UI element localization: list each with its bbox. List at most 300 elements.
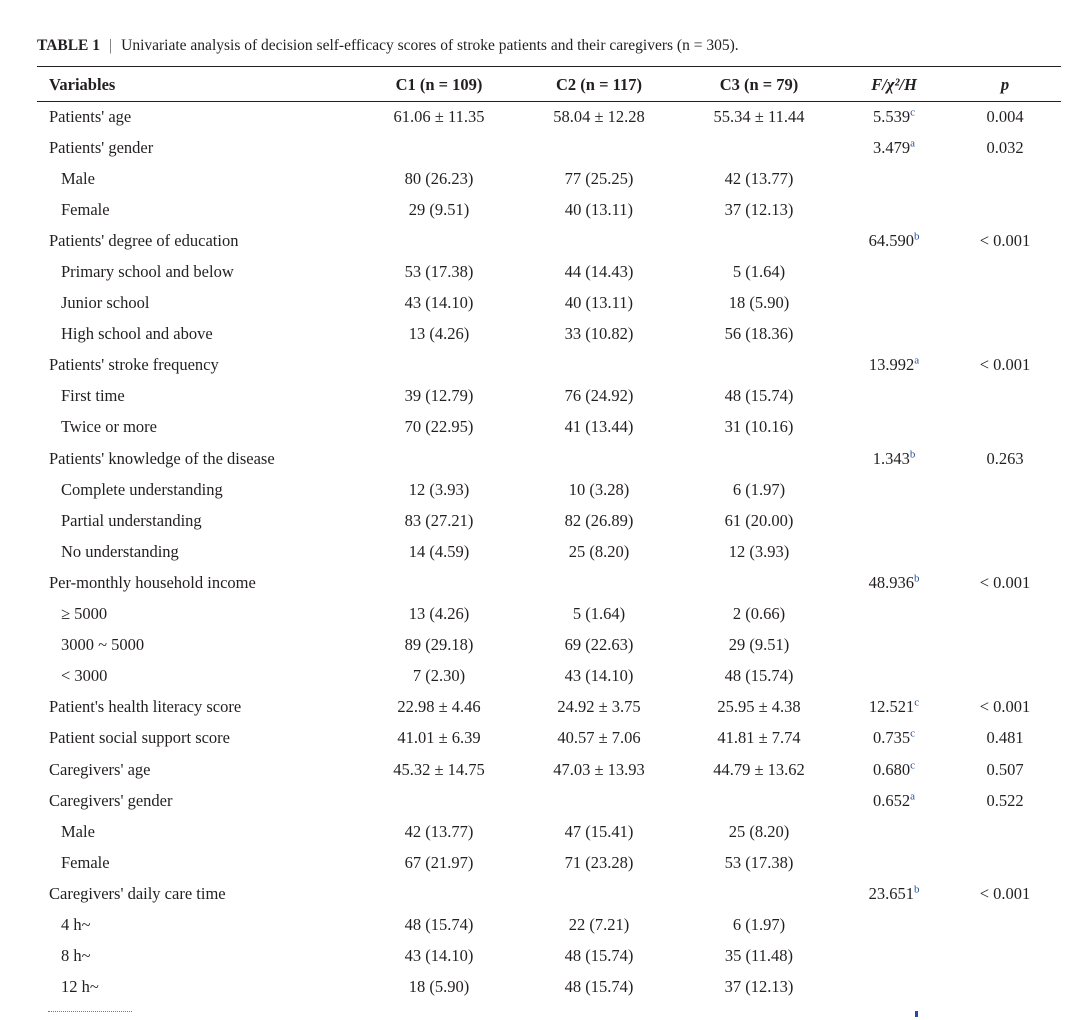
cell-c1-text: 43 (14.10) [404,946,474,966]
cell-c1 [359,536,519,567]
cell-p [949,909,1061,940]
cell-variable [37,630,359,661]
cell-c3 [679,474,839,505]
table-row [37,878,1061,909]
cell-statistic [839,972,949,1003]
cell-c3 [679,599,839,630]
cell-statistic [839,692,949,723]
cell-statistic [839,816,949,847]
cell-c2-text: 58.04 ± 12.28 [553,106,645,126]
cell-c3 [679,878,839,909]
cell-c1-text: 18 (5.90) [408,977,470,997]
cell-c1 [359,847,519,878]
cell-c3-text: 31 (10.16) [724,417,794,437]
cell-p [949,785,1061,816]
cell-c1 [359,381,519,412]
cell-c1 [359,661,519,692]
cell-c1 [359,630,519,661]
cell-p [949,754,1061,785]
cell-c1-text: 13 (4.26) [408,324,470,344]
cell-statistic-text: 64.590 [868,230,914,250]
cell-c3-text: 5 (1.64) [732,262,786,282]
cell-c3-text: 48 (15.74) [724,386,794,406]
cell-c2 [519,754,679,785]
cell-c1-text: 43 (14.10) [404,293,474,313]
cell-variable-text: Per-monthly household income [49,572,256,592]
cell-c3 [679,350,839,381]
cell-p-text: 0.507 [986,759,1024,779]
header-c3: C3 (n = 79) [719,75,799,94]
table-subrow [37,381,1061,412]
cell-statistic [839,754,949,785]
cell-variable-text: Female [61,199,110,219]
cell-c2-text: 82 (26.89) [564,510,634,530]
cell-c2 [519,319,679,350]
cell-c3 [679,319,839,350]
cell-c2 [519,816,679,847]
cell-variable [37,412,359,443]
cell-c3-text: 6 (1.97) [732,914,786,934]
cell-variable [37,443,359,474]
table-subrow [37,941,1061,972]
table-body [37,101,1061,1003]
cell-c2 [519,536,679,567]
cell-c3 [679,132,839,163]
cell-c1 [359,412,519,443]
cell-c1 [359,288,519,319]
cell-p [949,381,1061,412]
cell-p [949,319,1061,350]
table-subrow [37,630,1061,661]
cell-c2 [519,599,679,630]
cell-c3 [679,723,839,754]
cell-c2 [519,723,679,754]
cell-c3-text: 61 (20.00) [724,510,794,530]
cell-statistic [839,101,949,132]
cell-statistic [839,132,949,163]
cell-c3 [679,381,839,412]
cell-c1 [359,350,519,381]
cell-p [949,225,1061,256]
cell-statistic-text: 1.343 [872,448,910,468]
cell-statistic [839,443,949,474]
cell-c1 [359,599,519,630]
cell-variable-text: Female [61,852,110,872]
test-type-superscript: a [910,790,915,803]
cell-variable [37,505,359,536]
cell-c3 [679,505,839,536]
cell-c1 [359,101,519,132]
cell-c1 [359,505,519,536]
cell-c2 [519,785,679,816]
cut-off-row-fragment [48,1011,132,1020]
cell-p [949,972,1061,1003]
cell-c3 [679,412,839,443]
cell-variable-text: Caregivers' gender [49,790,173,810]
cell-variable [37,381,359,412]
cell-c2 [519,878,679,909]
cell-variable-text: No understanding [61,541,179,561]
cell-c3-text: 44.79 ± 13.62 [713,759,805,779]
cell-p-text: 0.032 [986,137,1024,157]
test-type-superscript: c [910,727,915,740]
cell-variable [37,536,359,567]
cell-p-text: 0.522 [986,790,1024,810]
cell-statistic-text: 0.735 [872,728,911,748]
cell-c2 [519,909,679,940]
table-subrow [37,163,1061,194]
cell-c2-text: 25 (8.20) [568,541,630,561]
cell-p [949,350,1061,381]
cell-c1-text: 41.01 ± 6.39 [397,728,481,748]
cell-c2-text: 5 (1.64) [572,604,626,624]
cell-c2-text: 40.57 ± 7.06 [557,728,641,748]
table-row [37,443,1061,474]
cell-p [949,661,1061,692]
cell-p-text: < 0.001 [979,572,1031,592]
cell-p [949,505,1061,536]
table-subrow [37,909,1061,940]
cell-c1 [359,754,519,785]
univariate-analysis-table [37,69,1061,1003]
cell-variable-text: Caregivers' age [49,759,151,779]
cell-variable [37,941,359,972]
table-row [37,350,1061,381]
cell-p-text: < 0.001 [979,697,1031,717]
table-subrow [37,474,1061,505]
cell-c1-text: 14 (4.59) [408,541,470,561]
cell-c3-text: 41.81 ± 7.74 [717,728,801,748]
cell-p [949,536,1061,567]
cell-c1 [359,567,519,598]
cell-c1-text: 67 (21.97) [404,852,474,872]
cell-variable-text: Patients' stroke frequency [49,355,219,375]
cell-c2 [519,692,679,723]
cell-variable [37,225,359,256]
cell-c1 [359,194,519,225]
cell-c3-text: 25 (8.20) [728,821,790,841]
table-row [37,754,1061,785]
table-subrow [37,816,1061,847]
table-subrow [37,599,1061,630]
cell-statistic [839,256,949,287]
cell-c3 [679,972,839,1003]
test-type-superscript: c [914,696,920,709]
cell-p [949,474,1061,505]
cell-p [949,194,1061,225]
table-row [37,723,1061,754]
cell-c3 [679,194,839,225]
cell-c1-text: 22.98 ± 4.46 [397,697,481,717]
cell-variable-text: Partial understanding [61,510,202,530]
cell-c2-text: 71 (23.28) [564,852,634,872]
cell-statistic [839,319,949,350]
cell-c1-text: 80 (26.23) [404,168,474,188]
header-c1: C1 (n = 109) [395,75,483,94]
header-statistic: F/χ²/H [871,75,917,94]
cell-c2 [519,941,679,972]
cell-variable [37,661,359,692]
table-row [37,785,1061,816]
cell-c1-text: 89 (29.18) [404,635,474,655]
test-type-superscript: b [909,448,916,461]
cell-c3-text: 12 (3.93) [728,541,790,561]
cell-c3-text: 55.34 ± 11.44 [713,106,805,126]
cell-variable [37,972,359,1003]
cell-p-text: 0.263 [986,448,1024,468]
cell-c2 [519,474,679,505]
cell-variable-text: Male [61,168,95,188]
cell-statistic [839,785,949,816]
cell-statistic [839,381,949,412]
cell-variable [37,567,359,598]
cell-variable-text: ≥ 5000 [61,604,108,624]
cell-c3-text: 18 (5.90) [728,293,790,313]
cell-variable-text: First time [61,386,125,406]
cell-p [949,630,1061,661]
cell-variable-text: Patients' knowledge of the disease [49,448,275,468]
cell-c3 [679,225,839,256]
cell-c1 [359,972,519,1003]
cell-c2-text: 48 (15.74) [564,946,634,966]
cell-c2 [519,505,679,536]
cell-c1 [359,941,519,972]
cell-c3-text: 56 (18.36) [724,324,794,344]
cell-statistic [839,194,949,225]
table-row [37,101,1061,132]
cell-c2 [519,567,679,598]
cell-variable [37,319,359,350]
table-label: TABLE 1 [37,37,101,54]
cell-c3 [679,443,839,474]
cell-variable-text: Male [61,821,95,841]
table-subrow [37,256,1061,287]
cell-variable [37,474,359,505]
cell-c1 [359,443,519,474]
cell-p [949,567,1061,598]
test-type-superscript: c [910,106,915,119]
cell-c3 [679,163,839,194]
cell-p-text: 0.481 [986,728,1024,748]
cell-variable-text: Caregivers' daily care time [49,883,226,903]
cell-c2 [519,288,679,319]
cell-variable [37,350,359,381]
header-variables: Variables [49,75,116,94]
cell-variable-text: 12 h~ [61,977,99,997]
table-subrow [37,505,1061,536]
table-caption [37,37,739,55]
cell-variable-text: Patient social support score [49,728,231,748]
table-subrow [37,661,1061,692]
cell-c3-text: 29 (9.51) [728,635,790,655]
cell-variable-text: Patient's health literacy score [49,697,242,717]
cell-c2-text: 44 (14.43) [564,262,634,282]
cell-p [949,163,1061,194]
table-subrow [37,972,1061,1003]
cell-c3 [679,536,839,567]
cell-variable [37,754,359,785]
cell-c2-text: 69 (22.63) [564,635,634,655]
cell-variable [37,288,359,319]
cell-c3 [679,567,839,598]
cell-p-text: < 0.001 [979,230,1031,250]
cell-statistic-text: 0.680 [872,759,911,779]
cell-c1-text: 13 (4.26) [408,604,470,624]
cell-variable [37,599,359,630]
top-rule [37,66,1061,67]
cell-c1 [359,319,519,350]
cell-c2 [519,163,679,194]
cell-c2-text: 47 (15.41) [564,821,634,841]
cell-variable [37,878,359,909]
cell-c1 [359,163,519,194]
cell-c3-text: 53 (17.38) [724,852,794,872]
test-type-superscript: a [910,137,915,150]
cell-variable-text: Complete understanding [61,479,223,499]
cell-c2 [519,381,679,412]
cell-p-text: < 0.001 [979,883,1031,903]
cell-c3 [679,941,839,972]
table-row [37,132,1061,163]
cell-variable-text: Patients' gender [49,137,154,157]
cell-c3-text: 37 (12.13) [724,199,794,219]
cell-variable-text: 3000 ~ 5000 [61,635,145,655]
cell-statistic [839,536,949,567]
cell-p-text: < 0.001 [979,355,1031,375]
cell-c1 [359,816,519,847]
cell-statistic [839,412,949,443]
cell-c3 [679,630,839,661]
cell-c2-text: 24.92 ± 3.75 [557,697,641,717]
cell-variable [37,194,359,225]
cell-c2 [519,194,679,225]
cell-statistic [839,630,949,661]
cell-c1 [359,909,519,940]
cell-variable [37,256,359,287]
cell-c3 [679,785,839,816]
cell-p [949,723,1061,754]
table-subrow [37,412,1061,443]
cell-c3-text: 48 (15.74) [724,666,794,686]
cell-c3-text: 25.95 ± 4.38 [717,697,801,717]
cell-c3 [679,847,839,878]
cell-statistic-text: 13.992 [868,355,915,375]
cell-c1 [359,225,519,256]
cell-c3-text: 2 (0.66) [732,604,786,624]
cell-p [949,256,1061,287]
cell-variable-text: High school and above [61,324,213,344]
cell-c1-text: 53 (17.38) [404,262,474,282]
cell-statistic-text: 23.651 [868,883,914,903]
cell-c1-text: 61.06 ± 11.35 [393,106,485,126]
cell-c2 [519,847,679,878]
cell-c3 [679,256,839,287]
cell-p [949,443,1061,474]
cell-variable [37,816,359,847]
cell-c1-text: 12 (3.93) [408,479,470,499]
cell-c1 [359,785,519,816]
cell-p [949,878,1061,909]
test-type-superscript: b [913,883,920,896]
cell-c2-text: 40 (13.11) [564,199,634,219]
cell-variable [37,132,359,163]
cell-c1 [359,256,519,287]
cell-variable-text: Patients' age [49,106,132,126]
cell-c1-text: 42 (13.77) [404,821,474,841]
cell-c3 [679,692,839,723]
cell-c2-text: 33 (10.82) [564,324,634,344]
cell-variable-text: Patients' degree of education [49,230,239,250]
cell-variable [37,909,359,940]
cell-c1 [359,878,519,909]
cut-off-superscript-fragment [915,1011,918,1017]
table-row [37,567,1061,598]
cell-statistic [839,225,949,256]
cell-c1-text: 29 (9.51) [408,199,470,219]
cell-c2 [519,101,679,132]
table-subrow [37,536,1061,567]
cell-c3-text: 42 (13.77) [724,168,794,188]
cell-c2-text: 40 (13.11) [564,293,634,313]
cell-statistic [839,350,949,381]
cell-statistic [839,288,949,319]
cell-c1-text: 39 (12.79) [404,386,474,406]
cell-statistic [839,505,949,536]
cell-variable-text: Junior school [61,293,150,313]
cell-variable-text: Primary school and below [61,262,234,282]
cell-statistic [839,847,949,878]
table-subrow [37,319,1061,350]
cell-variable [37,785,359,816]
cell-variable [37,847,359,878]
table-row [37,225,1061,256]
cell-c2-text: 76 (24.92) [564,386,634,406]
cell-statistic [839,723,949,754]
cell-c2-text: 77 (25.25) [564,168,634,188]
cell-statistic [839,941,949,972]
cell-c2-text: 41 (13.44) [564,417,634,437]
cell-c3-text: 37 (12.13) [724,977,794,997]
caption-text: Univariate analysis of decision self-efficacy scores of stroke patients and their caregivers (n = 305). [121,37,739,54]
cell-c1-text: 70 (22.95) [404,417,474,437]
cell-c3 [679,754,839,785]
cell-c2 [519,412,679,443]
cell-c2 [519,443,679,474]
cell-c2 [519,350,679,381]
cell-variable [37,692,359,723]
cell-c3 [679,909,839,940]
cell-c2-text: 47.03 ± 13.93 [553,759,645,779]
cell-c2 [519,256,679,287]
cell-c2 [519,661,679,692]
cell-statistic-text: 5.539 [872,106,911,126]
cell-statistic [839,163,949,194]
cell-c1-text: 83 (27.21) [404,510,474,530]
cell-c3-text: 35 (11.48) [724,946,794,966]
cell-p [949,692,1061,723]
cell-p-text: 0.004 [986,106,1024,126]
cell-c1 [359,474,519,505]
cell-c1 [359,692,519,723]
cell-c2-text: 22 (7.21) [568,914,630,934]
test-type-superscript: a [914,354,920,367]
cell-statistic [839,474,949,505]
cell-statistic [839,567,949,598]
cell-c2 [519,132,679,163]
cell-statistic [839,878,949,909]
cell-c2-text: 10 (3.28) [568,479,630,499]
cell-variable-text: 8 h~ [61,946,91,966]
